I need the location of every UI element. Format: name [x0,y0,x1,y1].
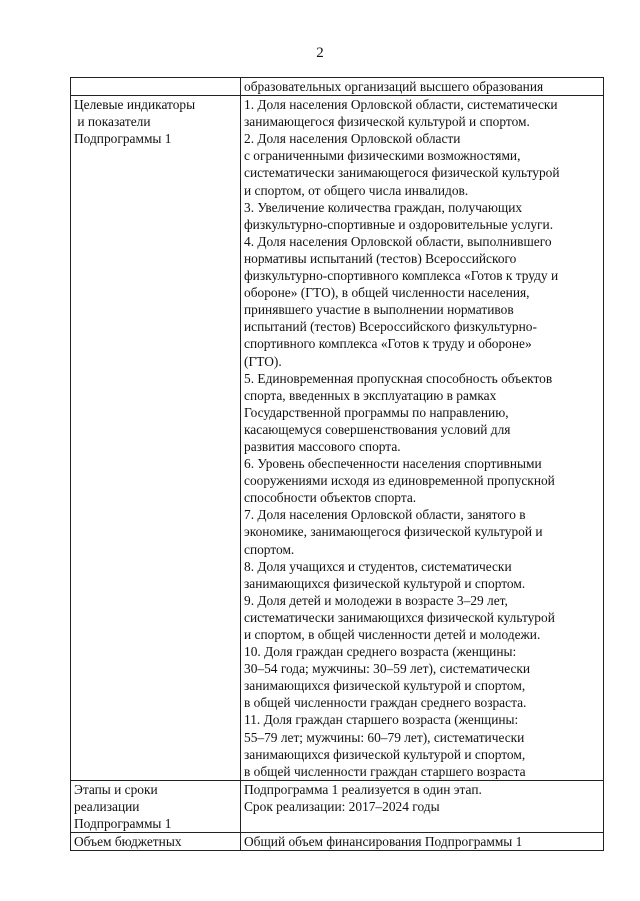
text-line: 4. Доля населения Орловской области, выполнившего [244,233,552,249]
text-line: физкультурно-спортивные и оздоровительные услуги. [244,216,554,232]
text-line: систематически занимающихся физической культурой [244,609,555,625]
table-row [71,833,604,851]
text-line: 9. Доля детей и молодежи в возрасте 3–29 лет, [244,592,508,608]
row-label-line: Подпрограммы 1 [74,816,172,832]
text-line: занимающихся физической культурой и спортом. [244,575,526,591]
text-line: 11. Доля граждан старшего возраста (женщины: [244,712,519,728]
text-line: 7. Доля населения Орловской области, занятого в [244,507,526,523]
row-label-line: Объем бюджетных [74,834,182,850]
row-label-line: Целевые индикаторы [74,97,196,113]
text-line: Срок реализации: 2017–2024 годы [244,798,440,814]
row-content-cell [241,78,604,96]
text-line: испытаний (тестов) Всероссийского физкультурно- [244,319,537,335]
row-label-cell [71,96,241,781]
text-line: образовательных организаций высшего образования [244,79,544,94]
text-line: сооружениями исходя из единовременной пропускной [244,473,555,489]
table-row [71,780,604,832]
text-line: Подпрограмма 1 реализуется в один этап. [244,781,482,797]
text-line: физкультурно-спортивного комплекса «Готов к труду и [244,268,559,284]
text-line: занимающихся физической культурой и спортом, [244,678,526,694]
text-line: Общий объем финансирования Подпрограммы 1 [244,834,523,850]
text-line: обороне» (ГТО), в общей численности населения, [244,285,530,301]
text-line: экономике, занимающегося физической культурой и [244,524,543,540]
text-line: в общей численности граждан старшего возраста [244,763,526,779]
text-line: 30–54 года; мужчины: 30–59 лет), систематически [244,661,531,677]
text-line: спорта, введенных в эксплуатацию в рамках [244,387,497,403]
text-line: 2. Доля населения Орловской области [244,131,461,147]
row-label-line: Подпрограммы 1 [74,131,172,147]
text-line: нормативы испытаний (тестов) Всероссийского [244,250,517,266]
text-line: в общей численности граждан среднего возраста. [244,695,527,711]
text-line: 1. Доля населения Орловской области, систематически [244,97,558,113]
page-number: 2 [316,45,324,61]
row-label-cell [71,780,241,832]
row-content-cell [241,833,604,851]
text-line: систематически занимающегося физической культурой [244,165,560,181]
text-line: 5. Единовременная пропускная способность объектов [244,370,553,386]
text-line: принявшего участие в выполнении нормативов [244,302,514,318]
text-line: 8. Доля учащихся и студентов, систематически [244,558,512,574]
text-line: с ограниченными физическими возможностями, [244,148,521,164]
text-line: 55–79 лет; мужчины: 60–79 лет), систематически [244,729,525,745]
row-content-cell [241,780,604,832]
text-line: спортом. [244,541,295,557]
text-line: способности объектов спорта. [244,490,417,506]
text-line: 6. Уровень обеспеченности населения спортивными [244,456,542,472]
text-line: занимающегося физической культурой и спортом. [244,114,530,130]
table-row [71,78,604,96]
table-row [71,96,604,781]
subprogram-passport-table [70,77,604,851]
row-label-line: и показатели [74,114,151,130]
row-label-line: Этапы и сроки [74,781,158,797]
text-line: Государственной программы по направлению, [244,404,509,420]
text-line: 3. Увеличение количества граждан, получающих [244,199,523,215]
text-line: (ГТО). [244,353,282,369]
text-line: спортивного комплекса «Готов к труду и обороне» [244,336,532,352]
text-line: касающемуся совершенствования условий для [244,421,511,437]
row-label-line: реализации [74,798,140,814]
row-label-cell [71,78,241,96]
text-line: и спортом, от общего числа инвалидов. [244,182,469,198]
text-line: и спортом, в общей численности детей и молодежи. [244,627,541,642]
text-line: развития массового спорта. [244,438,401,454]
row-content-cell [241,96,604,781]
text-line: занимающихся физической культурой и спортом, [244,746,526,762]
row-label-cell [71,833,241,851]
text-line: 10. Доля граждан среднего возраста (женщины: [244,644,517,660]
